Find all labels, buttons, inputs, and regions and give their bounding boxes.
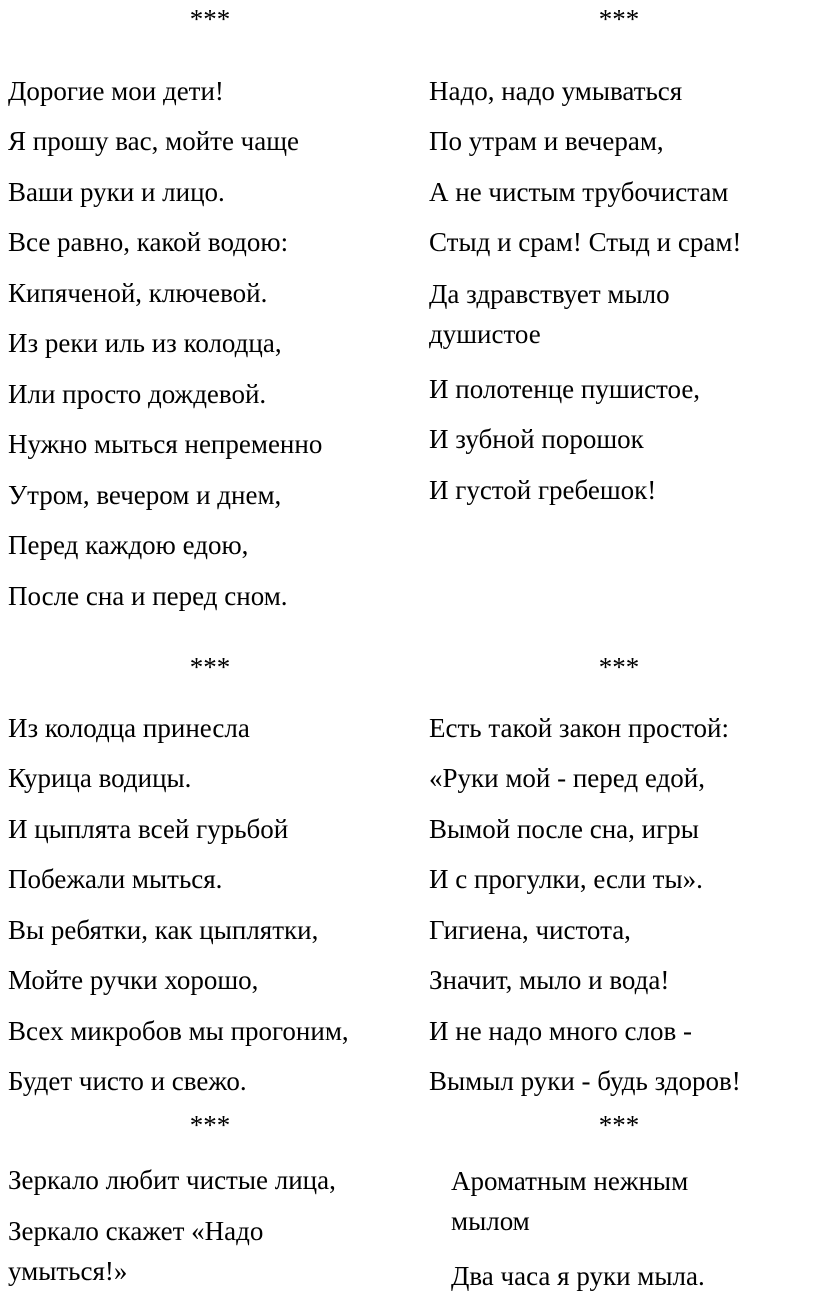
- poem-5: [8, 1100, 408, 1301]
- poem-line: Значит, мыло и вода!: [429, 965, 670, 995]
- poem-line: Все равно, какой водою:: [8, 227, 289, 257]
- poem-line: Ароматным нежным мылом: [451, 1165, 689, 1236]
- poem-separator: ***: [189, 652, 231, 682]
- poem-line: Я прошу вас, мойте чаще: [8, 126, 300, 156]
- poem-1: [8, 0, 408, 621]
- poem-line: Ваши руки и лицо.: [8, 176, 225, 207]
- poem-line: Перед каждою едою,: [8, 530, 249, 560]
- poem-line: По утрам и вечерам,: [429, 126, 664, 156]
- poem-line: И с прогулки, если ты».: [429, 864, 703, 894]
- poem-3: [8, 642, 408, 1107]
- poem-line: Нужно мыться непременно: [8, 429, 323, 459]
- poem-2: [429, 0, 809, 515]
- poem-line: Зеркало скажет «Надо умыться!»: [8, 1216, 264, 1286]
- poem-line: Есть такой закон простой:: [429, 712, 729, 743]
- poem-line: Кипяченой, ключевой.: [8, 277, 268, 308]
- poem-line: Вымой после сна, игры: [429, 813, 699, 844]
- poem-separator: ***: [598, 1110, 640, 1140]
- poem-line: Мойте ручки хорошо,: [8, 965, 259, 995]
- poem-line: Да здравствует мыло душистое: [429, 278, 670, 349]
- poem-4: [429, 642, 809, 1107]
- poem-line: Надо, надо умываться: [429, 75, 683, 106]
- poem-line: Будет чисто и свежо.: [8, 1066, 247, 1096]
- poem-separator: ***: [189, 4, 231, 34]
- poem-line: И цыплята всей гурьбой: [8, 813, 289, 844]
- poem-line: Из колодца принесла: [8, 712, 250, 743]
- poem-line: Курица водицы.: [8, 763, 192, 793]
- poem-line: Из реки иль из колодца,: [8, 328, 282, 358]
- poem-line: Побежали мыться.: [8, 864, 223, 894]
- poem-line: Дорогие мои дети!: [8, 75, 224, 106]
- poem-line: И полотенце пушистое,: [429, 373, 701, 404]
- poem-line: После сна и перед сном.: [8, 580, 288, 611]
- poem-line: Гигиена, чистота,: [429, 914, 631, 945]
- poem-line: И зубной порошок: [429, 424, 644, 454]
- poem-line: Вымыл руки - будь здоров!: [429, 1066, 741, 1096]
- poem-line: Два часа я руки мыла.: [451, 1260, 705, 1291]
- poem-line: Утром, вечером и днем,: [8, 479, 282, 510]
- poem-line: А не чистым трубочистам: [429, 176, 729, 207]
- poem-line: Стыд и срам! Стыд и срам!: [429, 227, 742, 257]
- poem-separator: ***: [189, 1110, 231, 1140]
- poem-line: Или просто дождевой.: [8, 378, 267, 409]
- poem-line: Всех микробов мы прогоним,: [8, 1015, 349, 1046]
- poem-separator: ***: [598, 4, 640, 34]
- poem-6: [429, 1100, 809, 1301]
- poem-line: И густой гребешок!: [429, 474, 657, 505]
- poem-line: Зеркало любит чистые лица,: [8, 1164, 336, 1195]
- poem-line: Вы ребятки, как цыплятки,: [8, 914, 319, 945]
- poem-separator: ***: [598, 652, 640, 682]
- poem-line: И не надо много слов -: [429, 1015, 692, 1046]
- poem-line: «Руки мой - перед едой,: [429, 763, 705, 793]
